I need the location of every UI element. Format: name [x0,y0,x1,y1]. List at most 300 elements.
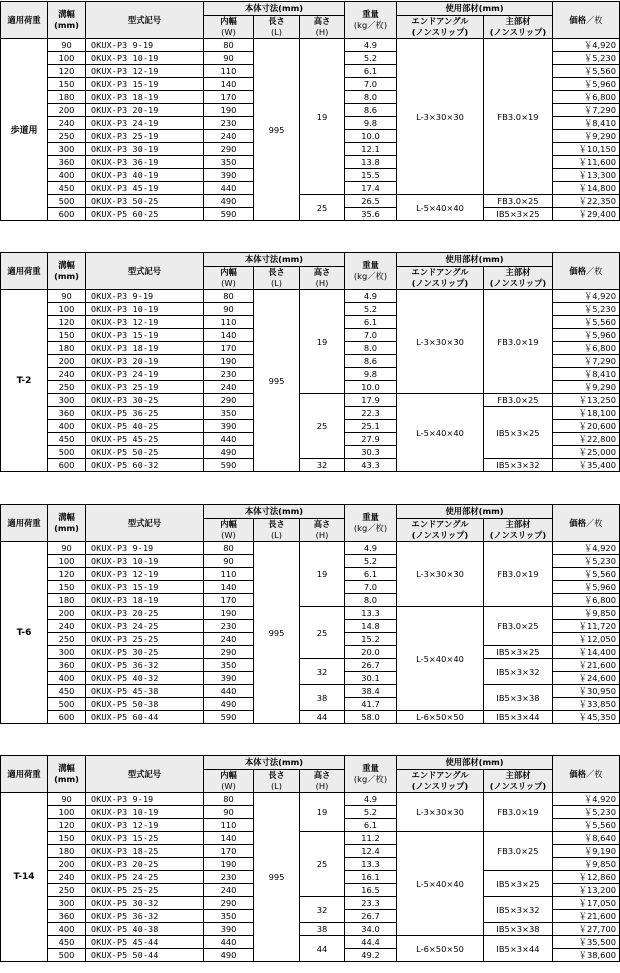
cell-height: 19 [300,542,345,607]
cell-weight: 38.4 [345,685,397,698]
cell-price: ￥5,960 [553,581,620,594]
cell-weight: 8.0 [345,91,397,104]
cell-price: ￥6,800 [553,594,620,607]
cell-price: ￥35,500 [553,936,620,949]
cell-weight: 58.0 [345,711,397,724]
cell-inner-width: 240 [204,381,254,394]
table-row [1,394,620,407]
header-weight-sub: (kg／枚) [353,20,388,30]
cell-inner-width: 190 [204,104,254,117]
cell-width: 100 [48,303,86,316]
header-price-unit: ／枚 [586,14,603,25]
load-class: 歩道用 [1,39,48,221]
cell-weight: 12.1 [345,143,397,156]
cell-main-material: IB5×3×25 [484,407,553,459]
cell-inner-width: 90 [204,52,254,65]
cell-width: 450 [48,182,86,195]
header-body-dim: 本体寸法(mm) [204,505,345,519]
header-model [86,505,204,542]
cell-width: 200 [48,355,86,368]
cell-width: 150 [48,581,86,594]
cell-model: OKUX-P5 24-25 [86,871,204,884]
header-length [254,770,300,793]
cell-height: 38 [300,685,345,711]
header-main-mat-main: 主部材 [505,519,531,529]
header-materials: 使用部材(mm) [397,756,553,770]
cell-inner-width: 230 [204,368,254,381]
cell-width: 360 [48,156,86,169]
cell-end-angle: L-6×50×50 [397,936,484,962]
cell-price: ￥7,290 [553,355,620,368]
cell-model: OKUX-P5 36-25 [86,407,204,420]
cell-model: OKUX-P3 12-19 [86,65,204,78]
header-end-angle [397,16,484,39]
header-weight-sub: (kg／枚) [353,523,388,533]
header-price-unit: ／枚 [586,517,603,528]
header-width-main: 溝幅 [58,763,75,773]
header-row-1 [1,253,620,267]
header-load [1,756,48,793]
header-weight [345,253,397,290]
cell-inner-width: 240 [204,884,254,897]
cell-main-material: IB5×3×32 [484,897,553,923]
header-width-sub: (mm) [54,271,79,281]
cell-weight: 27.9 [345,433,397,446]
cell-weight: 26.7 [345,910,397,923]
cell-model: OKUX-P3 45-19 [86,182,204,195]
cell-end-angle: L-5×40×40 [397,607,484,711]
header-main-mat-sub: (ノンスリップ) [489,278,547,288]
cell-price: ￥5,960 [553,329,620,342]
cell-price: ￥4,920 [553,290,620,303]
cell-weight: 9.8 [345,117,397,130]
table-row [1,897,620,910]
cell-height: 19 [300,39,345,195]
cell-width: 250 [48,130,86,143]
cell-height: 32 [300,459,345,472]
header-main-mat-main: 主部材 [505,267,531,277]
header-materials: 使用部材(mm) [397,505,553,519]
cell-inner-width: 490 [204,195,254,208]
header-model-main: 型式記号 [127,14,162,25]
cell-height: 44 [300,936,345,962]
header-weight-main: 重量 [362,9,379,19]
load-class: T-14 [1,793,48,962]
header-width [48,253,86,290]
cell-main-material: FB3.0×25 [484,832,553,871]
cell-inner-width: 90 [204,555,254,568]
cell-price: ￥24,600 [553,672,620,685]
cell-price: ￥18,100 [553,407,620,420]
cell-model: OKUX-P3 10-19 [86,806,204,819]
header-end-angle-main: エンドアングル [411,770,469,780]
cell-model: OKUX-P3 12-19 [86,316,204,329]
cell-price: ￥38,600 [553,949,620,962]
cell-inner-width: 140 [204,832,254,845]
cell-inner-width: 390 [204,420,254,433]
cell-price: ￥22,350 [553,195,620,208]
cell-price: ￥30,950 [553,685,620,698]
cell-width: 300 [48,646,86,659]
header-load-main: 適用荷重 [7,14,41,25]
cell-inner-width: 230 [204,620,254,633]
cell-weight: 6.1 [345,65,397,78]
cell-inner-width: 440 [204,685,254,698]
header-model-main: 型式記号 [127,768,162,779]
cell-price: ￥21,600 [553,659,620,672]
cell-width: 600 [48,208,86,221]
cell-weight: 26.5 [345,195,397,208]
cell-weight: 15.5 [345,169,397,182]
cell-width: 300 [48,897,86,910]
cell-price: ￥10,150 [553,143,620,156]
cell-model: OKUX-P3 12-19 [86,819,204,832]
header-model [86,253,204,290]
header-width [48,505,86,542]
cell-model: OKUX-P3 10-19 [86,303,204,316]
header-main-mat [484,519,553,542]
cell-length: 995 [254,39,300,221]
cell-width: 400 [48,169,86,182]
cell-width: 400 [48,672,86,685]
cell-model: OKUX-P3 15-19 [86,329,204,342]
header-height-sub: (H) [315,27,329,37]
cell-main-material: IB5×3×44 [484,711,553,724]
header-load-main: 適用荷重 [7,517,41,528]
cell-inner-width: 190 [204,858,254,871]
cell-length: 995 [254,290,300,472]
load-class: T-6 [1,542,48,724]
cell-height: 25 [300,195,345,221]
header-row-1 [1,756,620,770]
cell-inner-width: 80 [204,39,254,52]
header-load-main: 適用荷重 [7,265,41,276]
header-length-main: 長さ [268,267,285,277]
header-load [1,505,48,542]
header-length-sub: (L) [270,530,283,540]
cell-height: 19 [300,793,345,832]
header-height-main: 高さ [313,770,331,780]
cell-width: 180 [48,342,86,355]
cell-width: 200 [48,607,86,620]
header-model-main: 型式記号 [127,265,162,276]
cell-height: 38 [300,923,345,936]
cell-width: 300 [48,394,86,407]
header-weight [345,756,397,793]
cell-model: OKUX-P5 36-32 [86,659,204,672]
header-end-angle-main: エンドアングル [411,267,469,277]
cell-price: ￥4,920 [553,39,620,52]
table-row [1,542,620,555]
cell-end-angle: L-3×30×30 [397,542,484,607]
cell-height: 32 [300,659,345,685]
cell-inner-width: 170 [204,91,254,104]
cell-weight: 13.3 [345,858,397,871]
header-length-sub: (L) [270,278,283,288]
header-width-sub: (mm) [54,523,79,533]
table-row [1,39,620,52]
table-row [1,923,620,936]
header-model [86,756,204,793]
cell-width: 240 [48,620,86,633]
table-row [1,936,620,949]
cell-inner-width: 290 [204,646,254,659]
cell-inner-width: 90 [204,806,254,819]
cell-width: 200 [48,858,86,871]
cell-end-angle: L-3×30×30 [397,39,484,195]
cell-inner-width: 390 [204,169,254,182]
cell-inner-width: 290 [204,394,254,407]
cell-model: OKUX-P3 9-19 [86,39,204,52]
header-price [553,253,620,290]
cell-model: OKUX-P5 30-25 [86,646,204,659]
cell-width: 250 [48,381,86,394]
header-inner-sub: (W) [221,781,236,791]
header-inner-main: 内幅 [220,16,237,26]
cell-weight: 7.0 [345,329,397,342]
header-materials: 使用部材(mm) [397,253,553,267]
cell-inner-width: 350 [204,407,254,420]
cell-weight: 17.4 [345,182,397,195]
cell-main-material: IB5×3×25 [484,208,553,221]
cell-weight: 6.1 [345,819,397,832]
cell-length: 995 [254,542,300,724]
cell-weight: 13.8 [345,156,397,169]
header-width-main: 溝幅 [58,9,75,19]
cell-price: ￥9,290 [553,130,620,143]
header-height [300,770,345,793]
cell-width: 360 [48,910,86,923]
cell-weight: 15.2 [345,633,397,646]
header-length-main: 長さ [268,770,285,780]
cell-price: ￥5,230 [553,52,620,65]
cell-inner-width: 350 [204,156,254,169]
cell-inner-width: 240 [204,130,254,143]
cell-width: 300 [48,143,86,156]
cell-model: OKUX-P5 60-25 [86,208,204,221]
header-height-main: 高さ [313,267,331,277]
cell-width: 100 [48,806,86,819]
cell-inner-width: 170 [204,845,254,858]
header-inner [204,16,254,39]
cell-width: 400 [48,923,86,936]
header-weight-main: 重量 [362,260,379,270]
cell-model: OKUX-P3 20-19 [86,104,204,117]
header-end-angle-main: エンドアングル [411,519,469,529]
cell-width: 150 [48,78,86,91]
header-main-mat [484,770,553,793]
header-height-sub: (H) [315,781,329,791]
cell-width: 150 [48,329,86,342]
cell-model: OKUX-P3 20-19 [86,355,204,368]
cell-width: 240 [48,117,86,130]
header-height-main: 高さ [313,519,331,529]
cell-weight: 10.0 [345,381,397,394]
cell-model: OKUX-P5 45-38 [86,685,204,698]
cell-length: 995 [254,793,300,962]
header-width-sub: (mm) [54,20,79,30]
cell-weight: 4.9 [345,290,397,303]
header-width-main: 溝幅 [58,260,75,270]
header-price [553,756,620,793]
header-weight-sub: (kg／枚) [353,271,388,281]
header-weight [345,2,397,39]
header-height [300,519,345,542]
cell-weight: 5.2 [345,52,397,65]
cell-model: OKUX-P3 24-19 [86,117,204,130]
cell-inner-width: 170 [204,594,254,607]
cell-inner-width: 440 [204,936,254,949]
cell-width: 180 [48,594,86,607]
cell-price: ￥11,720 [553,620,620,633]
cell-weight: 7.0 [345,78,397,91]
cell-weight: 11.2 [345,832,397,845]
header-main-mat-sub: (ノンスリップ) [489,530,547,540]
cell-main-material: FB3.0×19 [484,793,553,832]
cell-width: 450 [48,936,86,949]
cell-end-angle: L-3×30×30 [397,290,484,394]
cell-width: 250 [48,884,86,897]
cell-end-angle: L-3×30×30 [397,793,484,832]
cell-width: 90 [48,793,86,806]
header-inner [204,267,254,290]
header-body-dim: 本体寸法(mm) [204,2,345,16]
header-model-main: 型式記号 [127,517,162,528]
cell-main-material: IB5×3×25 [484,646,553,659]
cell-weight: 26.7 [345,659,397,672]
spec-table-1 [0,252,620,472]
cell-inner-width: 490 [204,949,254,962]
cell-price: ￥5,960 [553,78,620,91]
cell-weight: 4.9 [345,39,397,52]
header-price [553,2,620,39]
cell-width: 100 [48,555,86,568]
header-inner-main: 内幅 [220,519,237,529]
cell-weight: 10.0 [345,130,397,143]
cell-width: 500 [48,446,86,459]
cell-width: 500 [48,195,86,208]
cell-weight: 41.7 [345,698,397,711]
cell-model: OKUX-P5 25-25 [86,884,204,897]
cell-price: ￥25,000 [553,446,620,459]
cell-price: ￥5,560 [553,65,620,78]
cell-inner-width: 140 [204,329,254,342]
cell-main-material: IB5×3×44 [484,936,553,962]
cell-price: ￥13,200 [553,884,620,897]
cell-price: ￥9,850 [553,858,620,871]
cell-model: OKUX-P5 60-32 [86,459,204,472]
cell-model: OKUX-P5 45-25 [86,433,204,446]
cell-weight: 20.0 [345,646,397,659]
cell-inner-width: 350 [204,659,254,672]
cell-model: OKUX-P5 50-25 [86,446,204,459]
cell-price: ￥21,600 [553,910,620,923]
cell-weight: 5.2 [345,555,397,568]
cell-inner-width: 290 [204,143,254,156]
cell-inner-width: 170 [204,342,254,355]
header-price-unit: ／枚 [586,265,603,276]
cell-price: ￥8,410 [553,117,620,130]
cell-model: OKUX-P3 36-19 [86,156,204,169]
cell-inner-width: 240 [204,633,254,646]
header-model [86,2,204,39]
cell-main-material: IB5×3×25 [484,871,553,897]
header-length [254,16,300,39]
cell-model: OKUX-P3 18-19 [86,91,204,104]
cell-price: ￥12,050 [553,633,620,646]
cell-width: 240 [48,871,86,884]
cell-weight: 5.2 [345,806,397,819]
header-end-angle-sub: (ノンスリップ) [411,27,469,37]
header-height-main: 高さ [313,16,331,26]
cell-model: OKUX-P5 40-32 [86,672,204,685]
cell-height: 19 [300,290,345,394]
header-inner [204,770,254,793]
header-body-dim: 本体寸法(mm) [204,756,345,770]
cell-main-material: FB3.0×19 [484,542,553,607]
cell-weight: 14.8 [345,620,397,633]
cell-inner-width: 190 [204,355,254,368]
header-length [254,519,300,542]
cell-weight: 6.1 [345,316,397,329]
cell-weight: 30.3 [345,446,397,459]
cell-price: ￥20,600 [553,420,620,433]
cell-price: ￥13,250 [553,394,620,407]
cell-width: 150 [48,832,86,845]
cell-weight: 8.0 [345,594,397,607]
cell-weight: 8.0 [345,342,397,355]
cell-width: 90 [48,290,86,303]
cell-weight: 43.3 [345,459,397,472]
cell-inner-width: 110 [204,819,254,832]
header-price-main: 価格 [569,517,586,528]
cell-width: 200 [48,104,86,117]
header-length-main: 長さ [268,519,285,529]
cell-model: OKUX-P3 30-25 [86,394,204,407]
cell-model: OKUX-P3 30-19 [86,143,204,156]
cell-height: 44 [300,711,345,724]
spec-table-3 [0,755,620,962]
header-price-unit: ／枚 [586,768,603,779]
header-price-main: 価格 [569,14,586,25]
cell-price: ￥35,400 [553,459,620,472]
table-row [1,711,620,724]
cell-width: 90 [48,39,86,52]
header-inner-sub: (W) [221,27,236,37]
cell-inner-width: 590 [204,208,254,221]
cell-price: ￥7,290 [553,104,620,117]
header-main-mat-main: 主部材 [505,770,531,780]
cell-inner-width: 140 [204,78,254,91]
cell-weight: 9.8 [345,368,397,381]
cell-price: ￥4,920 [553,793,620,806]
cell-model: OKUX-P3 18-25 [86,845,204,858]
cell-main-material: FB3.0×19 [484,290,553,394]
cell-price: ￥17,050 [553,897,620,910]
header-main-mat [484,16,553,39]
cell-model: OKUX-P5 50-38 [86,698,204,711]
cell-price: ￥13,300 [553,169,620,182]
cell-weight: 5.2 [345,303,397,316]
spec-table-0 [0,1,620,221]
table-row [1,793,620,806]
cell-price: ￥5,560 [553,316,620,329]
table-row [1,685,620,698]
cell-width: 450 [48,433,86,446]
cell-model: OKUX-P3 9-19 [86,542,204,555]
header-end-angle-sub: (ノンスリップ) [411,530,469,540]
cell-weight: 35.6 [345,208,397,221]
